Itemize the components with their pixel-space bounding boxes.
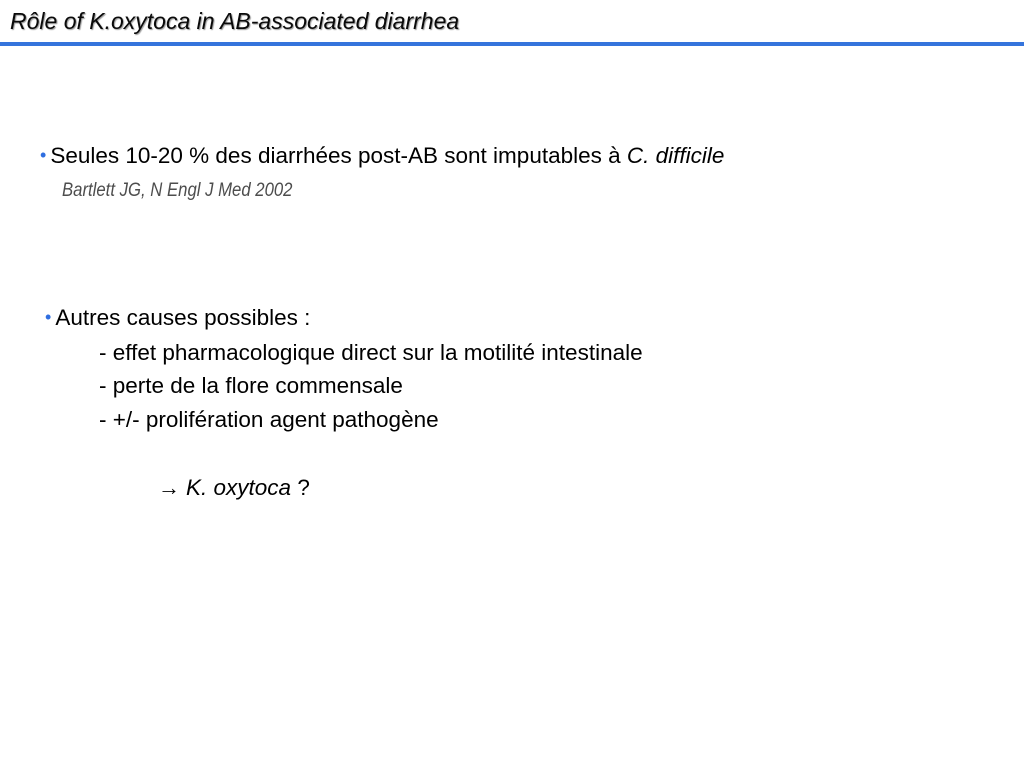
sub-item: - perte de la flore commensale: [99, 373, 403, 398]
bullet-point-1: [40, 143, 724, 169]
bullet-point-2: [45, 305, 310, 331]
title-underline: [0, 42, 1024, 46]
conclusion-italic-term: K. oxytoca: [186, 475, 292, 500]
conclusion-suffix: ?: [291, 475, 310, 500]
sub-item: - effet pharmacologique direct sur la motilité intestinale: [99, 340, 643, 365]
conclusion: [158, 475, 310, 501]
citation: Bartlett JG, N Engl J Med 2002: [62, 180, 293, 201]
bullet-icon: •: [45, 307, 52, 327]
slide-title: Rôle of K.oxytoca in AB-associated diarrhea: [10, 8, 460, 34]
point1-italic-term: C. difficile: [626, 143, 725, 168]
arrow-right-icon: →: [158, 475, 180, 500]
point1-text: Seules 10-20 % des diarrhées post-AB sont imputables à: [50, 143, 627, 168]
sub-item: - +/- prolifération agent pathogène: [99, 407, 439, 432]
bullet-icon: •: [40, 145, 47, 165]
point2-text: Autres causes possibles :: [55, 305, 311, 330]
